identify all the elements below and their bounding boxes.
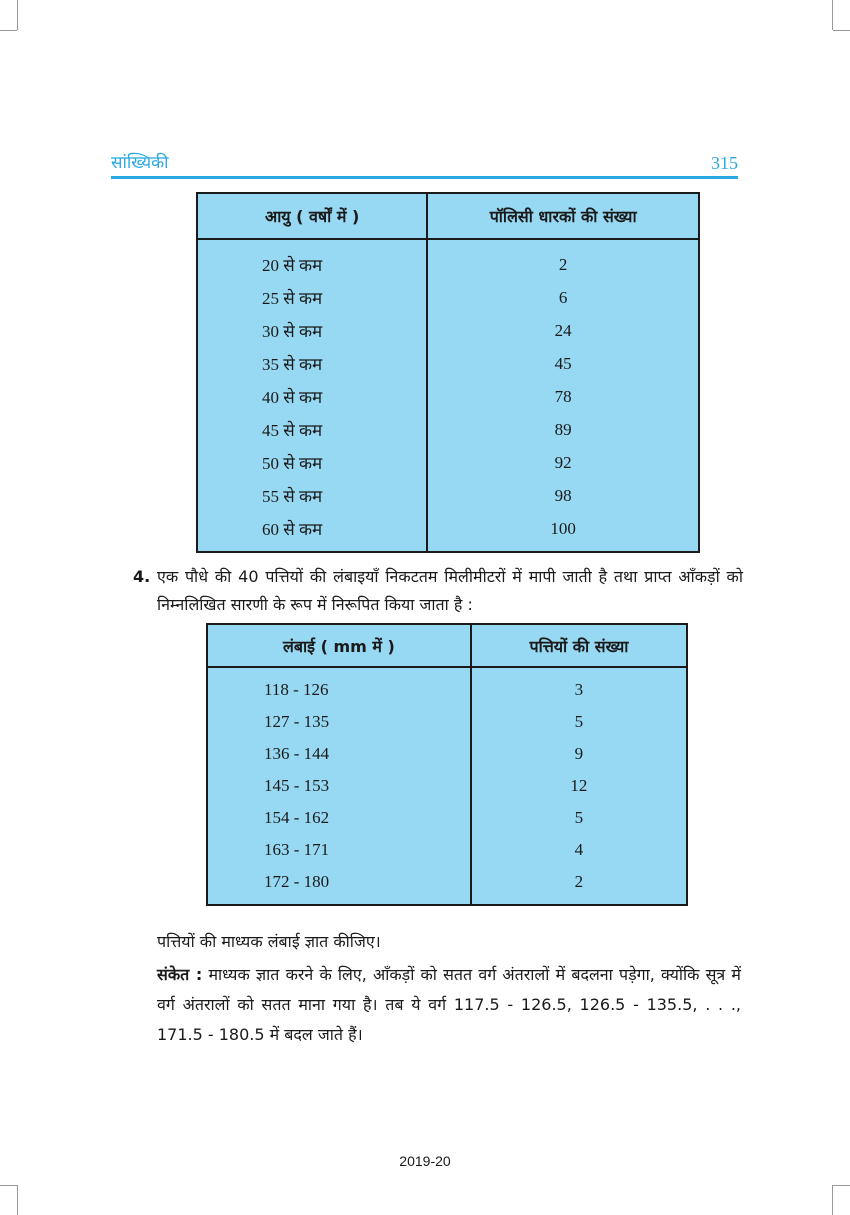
age-cell: 40 से कम: [197, 380, 427, 413]
hint-label: संकेत :: [157, 965, 203, 984]
length-column-header: लंबाई ( mm में ): [207, 624, 471, 667]
hint-paragraph: [157, 960, 741, 1050]
count-cell: 12: [471, 770, 687, 802]
length-cell: 145 - 153: [207, 770, 471, 802]
count-cell: 5: [471, 706, 687, 738]
count-cell: 2: [471, 866, 687, 905]
age-cell: 60 से कम: [197, 512, 427, 552]
leaf-count-column-header: पत्तियों की संख्या: [471, 624, 687, 667]
count-cell: 3: [471, 667, 687, 706]
crop-mark-top-left-v: [17, 0, 18, 30]
question-4: [133, 563, 743, 619]
leaf-length-table: [206, 623, 688, 906]
table-header-row: [207, 624, 687, 667]
table-row: [197, 347, 699, 380]
age-cell: 50 से कम: [197, 446, 427, 479]
count-cell: 89: [427, 413, 699, 446]
table-row: [207, 866, 687, 905]
age-cell: 20 से कम: [197, 239, 427, 281]
age-cell: 30 से कम: [197, 314, 427, 347]
footer-year: 2019-20: [399, 1153, 451, 1169]
crop-mark-top-right-h: [833, 30, 850, 31]
count-cell: 98: [427, 479, 699, 512]
table-row: [207, 802, 687, 834]
count-cell: 6: [427, 281, 699, 314]
age-column-header: आयु ( वर्षों में ): [197, 193, 427, 239]
table-row: [197, 413, 699, 446]
length-cell: 172 - 180: [207, 866, 471, 905]
age-cell: 55 से कम: [197, 479, 427, 512]
table-header-row: [197, 193, 699, 239]
header-rule: [111, 176, 738, 179]
count-cell: 78: [427, 380, 699, 413]
policy-holders-table: [196, 192, 700, 553]
table-row: [207, 834, 687, 866]
count-column-header: पॉलिसी धारकों की संख्या: [427, 193, 699, 239]
age-cell: 25 से कम: [197, 281, 427, 314]
table-row: [197, 446, 699, 479]
count-cell: 2: [427, 239, 699, 281]
hint-text: माध्यक ज्ञात करने के लिए, आँकड़ों को सतत वर्ग अंतरालों में बदलना पड़ेगा, क्योंकि सूत्र में वर्ग अंतरालों को सतत माना गया है। तब ये वर्ग 117.5 - 126.5, 126.5 - 135.5, . . ., 171.5 - 180.5 में बदल जाते हैं।: [157, 965, 741, 1044]
length-cell: 163 - 171: [207, 834, 471, 866]
crop-mark-bottom-right-v: [832, 1185, 833, 1215]
length-cell: 127 - 135: [207, 706, 471, 738]
table-row: [207, 738, 687, 770]
count-cell: 5: [471, 802, 687, 834]
crop-mark-bottom-left-h: [0, 1185, 17, 1186]
table-row: [197, 479, 699, 512]
table-row: [207, 667, 687, 706]
table-row: [197, 281, 699, 314]
question-number: 4.: [133, 567, 151, 586]
count-cell: 4: [471, 834, 687, 866]
count-cell: 92: [427, 446, 699, 479]
page-number: 315: [711, 153, 738, 173]
crop-mark-top-right-v: [832, 0, 833, 30]
table-row: [197, 512, 699, 552]
crop-mark-top-left-h: [0, 30, 17, 31]
table-row: [197, 314, 699, 347]
table-row: [197, 380, 699, 413]
count-cell: 100: [427, 512, 699, 552]
count-cell: 24: [427, 314, 699, 347]
age-cell: 35 से कम: [197, 347, 427, 380]
count-cell: 45: [427, 347, 699, 380]
question-text: एक पौधे की 40 पत्तियों की लंबाइयाँ निकटतम मिलीमीटरों में मापी जाती है तथा प्राप्त आँकड़ों को निम्नलिखित सारणी के रूप में निरूपित किया जाता है :: [157, 567, 743, 614]
age-cell: 45 से कम: [197, 413, 427, 446]
crop-mark-bottom-left-v: [17, 1185, 18, 1215]
length-cell: 118 - 126: [207, 667, 471, 706]
count-cell: 9: [471, 738, 687, 770]
length-cell: 154 - 162: [207, 802, 471, 834]
crop-mark-bottom-right-h: [833, 1185, 850, 1186]
chapter-title: सांख्यिकी: [111, 153, 169, 173]
length-cell: 136 - 144: [207, 738, 471, 770]
table-row: [197, 239, 699, 281]
table-row: [207, 770, 687, 802]
instruction-text: पत्तियों की माध्यक लंबाई ज्ञात कीजिए।: [157, 932, 381, 951]
table-row: [207, 706, 687, 738]
